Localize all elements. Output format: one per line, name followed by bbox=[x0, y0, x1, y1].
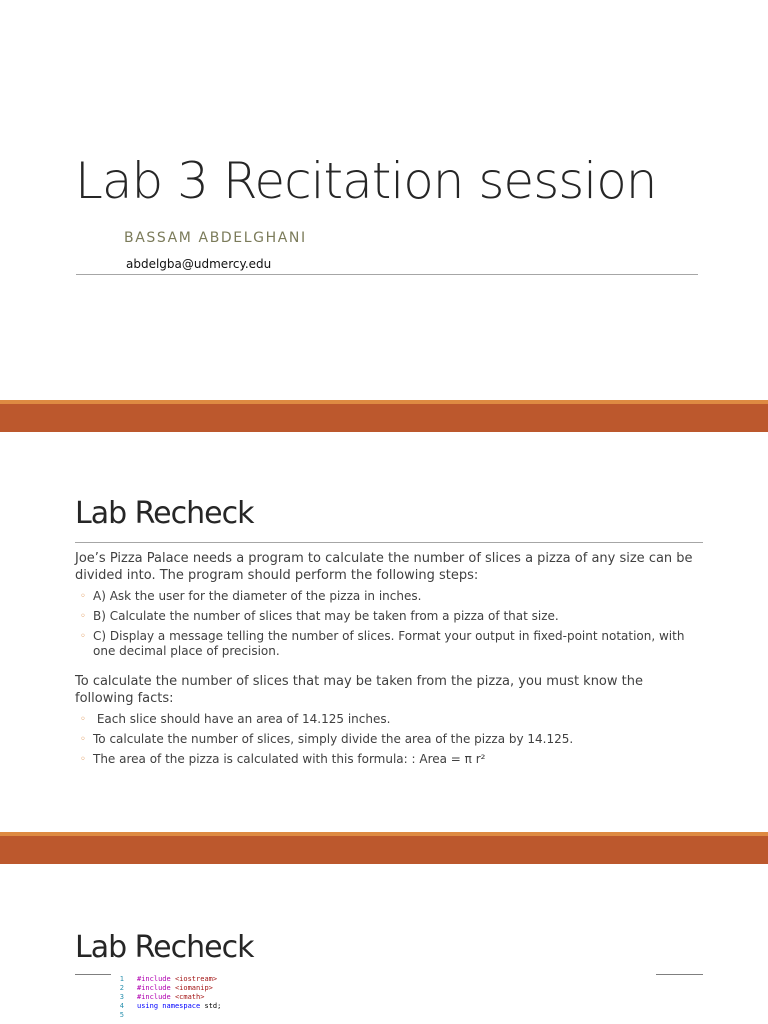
code-keyword: using bbox=[137, 1002, 159, 1010]
code-include-target: <cmath> bbox=[174, 993, 205, 1001]
code-block bbox=[116, 975, 221, 1020]
slide-separator bbox=[0, 400, 768, 432]
code-include-target: <iostream> bbox=[174, 975, 218, 983]
slide-lab-recheck-code bbox=[0, 864, 768, 1024]
bullet-icon: ◦ bbox=[80, 631, 86, 642]
list-item bbox=[75, 712, 705, 727]
line-number: 3 bbox=[119, 993, 124, 1001]
bullet-icon: ◦ bbox=[80, 714, 86, 725]
step-text: C) Display a message telling the number of slices. Format your output in fixed-point notation, with one decimal place of precision. bbox=[93, 629, 685, 658]
step-text: A) Ask the user for the diameter of the pizza in inches. bbox=[93, 589, 422, 603]
intro-paragraph: Joe’s Pizza Palace needs a program to calculate the number of slices a pizza of any size can be divided into. The program should perform the following steps: bbox=[75, 551, 693, 583]
slide-title-heading: Lab 3 Recitation session bbox=[75, 152, 657, 210]
bullet-icon: ◦ bbox=[80, 734, 86, 745]
code-directive: #include bbox=[137, 984, 171, 992]
list-item bbox=[75, 732, 705, 747]
code-line bbox=[116, 993, 221, 1002]
slide-heading: Lab Recheck bbox=[75, 496, 254, 531]
bullet-icon: ◦ bbox=[80, 754, 86, 765]
line-number: 5 bbox=[119, 1011, 124, 1019]
fact-text: Each slice should have an area of 14.125 inches. bbox=[93, 712, 391, 726]
title-divider bbox=[76, 274, 698, 275]
step-text: B) Calculate the number of slices that may be taken from a pizza of that size. bbox=[93, 609, 559, 623]
code-keyword: namespace bbox=[162, 1002, 201, 1010]
slide-separator bbox=[0, 832, 768, 864]
code-text: std; bbox=[204, 1002, 222, 1010]
code-directive: #include bbox=[137, 975, 171, 983]
line-number: 1 bbox=[119, 975, 124, 983]
code-include-target: <iomanip> bbox=[174, 984, 213, 992]
fact-text: The area of the pizza is calculated with this formula: : Area = π r² bbox=[93, 752, 486, 766]
presenter-name: BASSAM ABDELGHANI bbox=[124, 230, 307, 246]
fact-text: To calculate the number of slices, simply divide the area of the pizza by 14.125. bbox=[93, 732, 574, 746]
list-item bbox=[75, 609, 705, 624]
heading-divider-right bbox=[656, 974, 703, 975]
steps-list bbox=[75, 589, 705, 659]
presenter-email: abdelgba@udmercy.edu bbox=[126, 257, 272, 271]
code-line bbox=[116, 1002, 221, 1011]
code-line bbox=[116, 1011, 221, 1020]
list-item bbox=[75, 629, 705, 659]
code-line bbox=[116, 984, 221, 993]
list-item bbox=[75, 589, 705, 604]
code-line bbox=[116, 975, 221, 984]
heading-divider-left bbox=[75, 974, 111, 975]
line-number: 2 bbox=[119, 984, 124, 992]
facts-paragraph: To calculate the number of slices that may be taken from the pizza, you must know the following facts: bbox=[75, 674, 643, 706]
bullet-icon: ◦ bbox=[80, 591, 86, 602]
slide-heading: Lab Recheck bbox=[75, 930, 254, 965]
line-number: 4 bbox=[119, 1002, 124, 1010]
heading-divider bbox=[75, 542, 703, 543]
bullet-icon: ◦ bbox=[80, 611, 86, 622]
facts-list bbox=[75, 712, 705, 767]
slide-lab-recheck bbox=[0, 432, 768, 832]
list-item bbox=[75, 752, 705, 767]
slide-body bbox=[75, 550, 705, 767]
slide-title bbox=[0, 0, 768, 400]
code-directive: #include bbox=[137, 993, 171, 1001]
